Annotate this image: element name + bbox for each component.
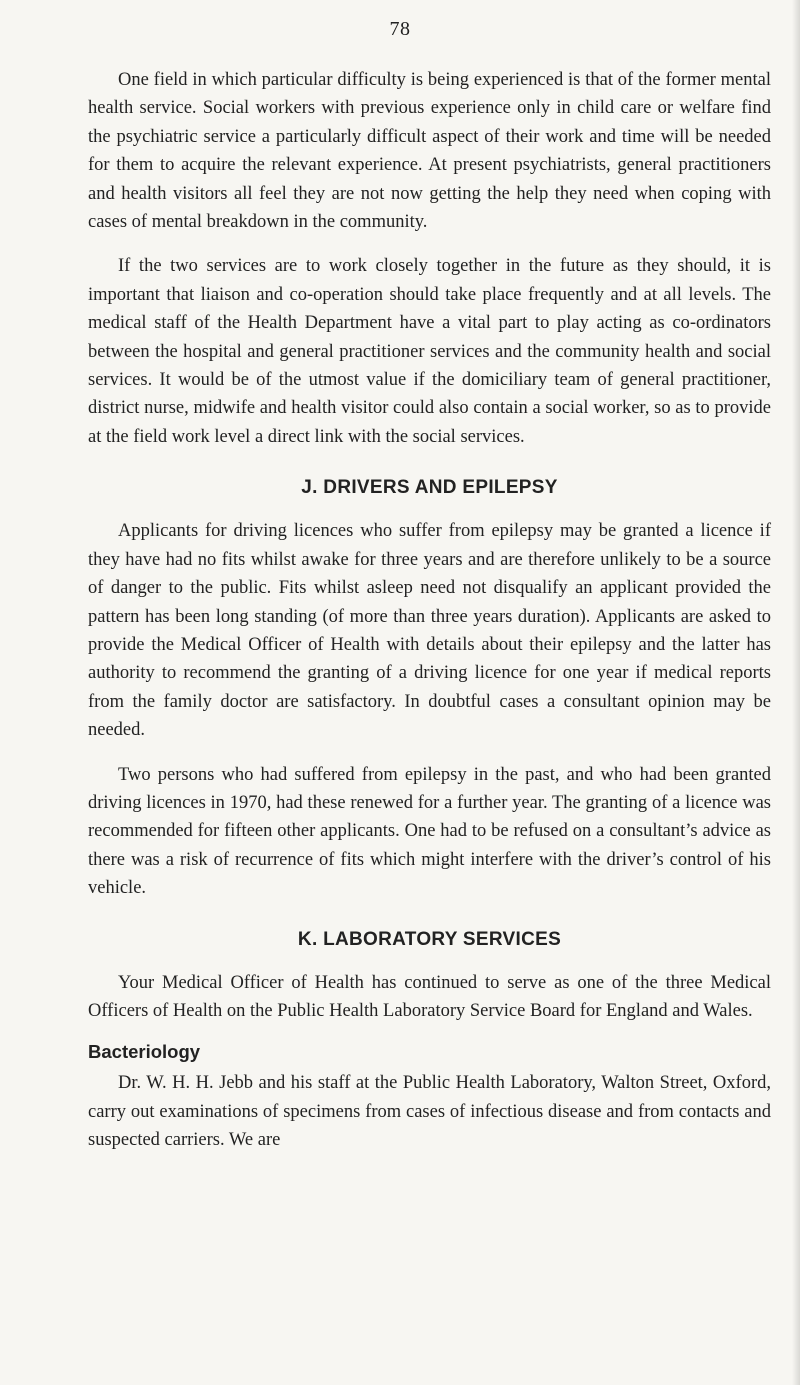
section-heading-drivers-epilepsy: J. DRIVERS AND EPILEPSY [301,477,558,499]
page-edge-shadow [792,0,800,1385]
drivers-paragraph-1: Applicants for driving licences who suffer from epilepsy may be granted a licence if they have had no fits whilst awake for three years and are therefore unlikely to be a source of danger to the public. Fits whilst asleep need not disqualify an applicant provided the pattern has been long standing (of more than three years duration). Applicants are asked to provide the Medical Officer of Health with details about their epilepsy and the latter has authority to recommend the granting of a driving licence for one year if medical reports from the family doctor are satisfactory. In doubtful cases a consultant opinion may be needed. [88,521,771,741]
subheading-bacteriology: Bacteriology [88,1041,201,1063]
bacteriology-paragraph: Dr. W. H. H. Jebb and his staff at the Public Health Laboratory, Walton Street, Oxford, carry out examinations of specimens from cases of infectious disease and from contacts and suspected carriers. We are [88,1073,771,1151]
section-heading-laboratory-services: K. LABORATORY SERVICES [297,928,562,950]
intro-paragraph-2: If the two services are to work closely together in the future as they should, it is important that liaison and co-operation should take place frequently and at all levels. The medical staff of the Health Department have a vital part to play acting as co-ordinators between the hospital and general practitioner services and the community health and social services. It would be of the utmost value if the domiciliary team of general practitioner, district nurse, midwife and health visitor could also contain a social worker, so as to provide at the field work level a direct link with the social services. [88,256,771,447]
intro-paragraph-1: One field in which particular difficulty is being experienced is that of the former mental health service. Social workers with previous experience only in child care or welfare find the psychiatric service a particularly difficult aspect of their work and time will be needed for them to acquire the relevant experience. At present psychiatrists, general practitioners and health visitors all feel they are not now getting the help they need when coping with cases of mental breakdown in the community. [88,70,771,233]
page-content [88,66,771,1171]
drivers-paragraph-2: Two persons who had suffered from epilepsy in the past, and who had been granted driving licences in 1970, had these renewed for a further year. The granting of a licence was recommended for fifteen other applicants. One had to be refused on a consultant’s advice as there was a risk of recurrence of fits which might interfere with the driver’s control of his vehicle. [88,764,771,899]
page-number: 78 [389,18,411,40]
laboratory-paragraph-1: Your Medical Officer of Health has continued to serve as one of the three Medical Officers of Health on the Public Health Laboratory Service Board for England and Wales. [88,972,771,1021]
